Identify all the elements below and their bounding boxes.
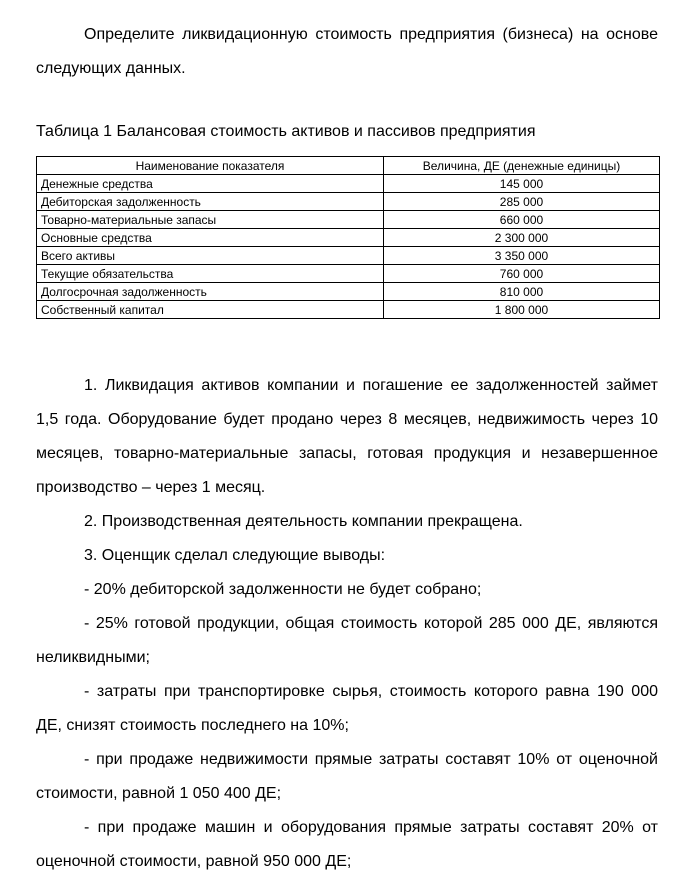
row-value-cell: 1 800 000: [384, 301, 660, 319]
row-value-cell: 660 000: [384, 211, 660, 229]
table-row: [37, 211, 660, 229]
row-value-cell: 760 000: [384, 265, 660, 283]
row-name-cell: Собственный капитал: [37, 301, 384, 319]
intro-paragraph: Определите ликвидационную стоимость предприятия (бизнеса) на основе следующих данных.: [36, 26, 658, 77]
column-header-name: Наименование показателя: [37, 157, 384, 175]
row-name-cell: Текущие обязательства: [37, 265, 384, 283]
conclusion-item-4: - при продаже недвижимости прямые затраты составят 10% от оценочной стоимости, равной 1 050 400 ДЕ;: [36, 751, 658, 802]
balance-table: [36, 156, 660, 319]
row-name-cell: Долгосрочная задолженность: [37, 283, 384, 301]
row-name-cell: Дебиторская задолженность: [37, 193, 384, 211]
table-row: [37, 193, 660, 211]
row-value-cell: 145 000: [384, 175, 660, 193]
condition-paragraph-3: 3. Оценщик сделал следующие выводы:: [84, 547, 386, 564]
row-value-cell: 2 300 000: [384, 229, 660, 247]
row-value-cell: 810 000: [384, 283, 660, 301]
row-name-cell: Денежные средства: [37, 175, 384, 193]
conclusion-item-1: - 20% дебиторской задолженности не будет собрано;: [84, 581, 482, 598]
conclusion-item-5: - при продаже машин и оборудования прямые затраты составят 20% от оценочной стоимости, равной 950 000 ДЕ;: [36, 819, 658, 870]
conclusion-item-3: - затраты при транспортировке сырья, стоимость которого равна 190 000 ДЕ, снизят стоимость последнего на 10%;: [36, 683, 658, 734]
row-name-cell: Основные средства: [37, 229, 384, 247]
condition-paragraph-1: 1. Ликвидация активов компании и погашение ее задолженностей займет 1,5 года. Оборудование будет продано через 8 месяцев, недвижимость через 10 месяцев, товарно-материальные запасы, готовая продукция и незавершенное производство – через 1 месяц.: [36, 377, 658, 496]
column-header-value: Величина, ДЕ (денежные единицы): [384, 157, 660, 175]
row-value-cell: 285 000: [384, 193, 660, 211]
condition-paragraph-2: 2. Производственная деятельность компании прекращена.: [84, 513, 523, 530]
row-value-cell: 3 350 000: [384, 247, 660, 265]
table-row: [37, 301, 660, 319]
conclusion-item-2: - 25% готовой продукции, общая стоимость которой 285 000 ДЕ, являются неликвидными;: [36, 615, 658, 666]
table-row: [37, 229, 660, 247]
table-caption: Таблица 1 Балансовая стоимость активов и пассивов предприятия: [36, 123, 536, 140]
table-row: [37, 283, 660, 301]
table-row: [37, 265, 660, 283]
row-name-cell: Товарно-материальные запасы: [37, 211, 384, 229]
table-row: [37, 247, 660, 265]
row-name-cell: Всего активы: [37, 247, 384, 265]
table-header-row: [37, 157, 660, 175]
table-row: [37, 175, 660, 193]
